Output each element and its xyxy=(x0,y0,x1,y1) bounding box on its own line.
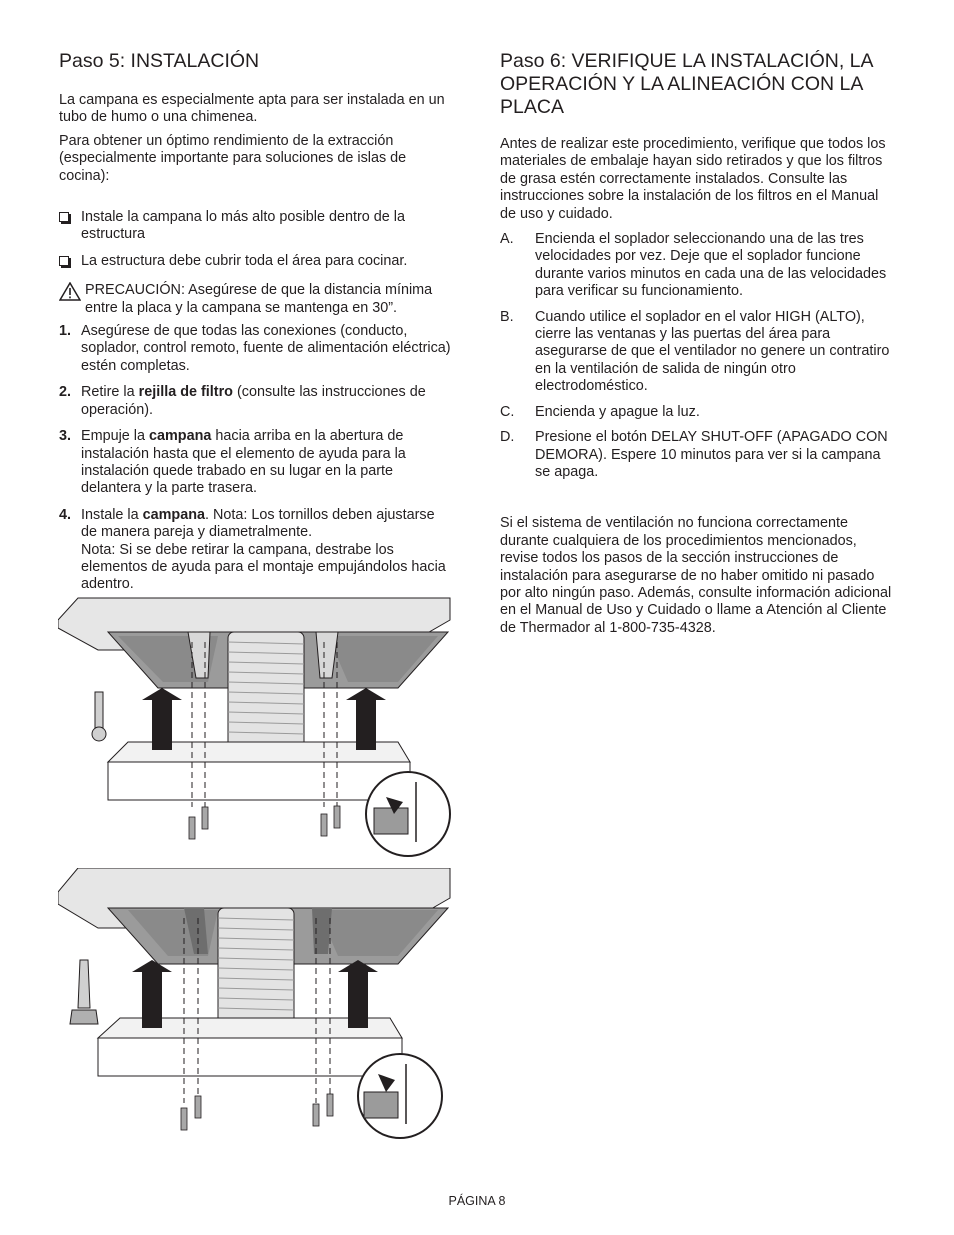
caution-note xyxy=(59,282,454,317)
step-text-bold: campana xyxy=(142,506,205,523)
bullet-text: Instale la campana lo más alto posible dentro de la estructura xyxy=(81,209,405,243)
screw-icon xyxy=(92,692,106,741)
page-number: PÁGINA 8 xyxy=(448,1194,506,1208)
check-item-c xyxy=(500,404,895,421)
step-number: 3. xyxy=(59,428,72,445)
step6-title: Paso 6: VERIFIQUE LA INSTALACIÓN, LA OPERACIÓN Y LA ALINEACIÓN CON LA PLACA xyxy=(500,50,873,118)
step-text-bold: campana xyxy=(149,428,212,445)
step-text-post: (consulte las instrucciones de operación). xyxy=(81,384,426,418)
item-letter: A. xyxy=(500,231,514,248)
detail-callout xyxy=(366,772,450,856)
warning-triangle-icon xyxy=(59,282,81,301)
step-item-1 xyxy=(59,323,454,375)
step-number: 4. xyxy=(59,506,72,523)
left-column xyxy=(59,50,454,603)
checkbox-bullet-icon xyxy=(59,212,69,222)
flexible-duct xyxy=(218,908,294,1032)
item-letter: C. xyxy=(500,403,515,420)
item-text: Presione el botón DELAY SHUT-OFF (APAGADO CON DEMORA). Espere 10 minutos para ver si la campana se apaga. xyxy=(535,429,888,480)
step-4-note: Nota: Si se debe retirar la campana, destrabe los elementos de ayuda para el montaje empujándolos hacia adentro. xyxy=(81,541,446,593)
bullet-item xyxy=(59,253,454,270)
step-text-pre: Retire la xyxy=(81,384,139,401)
closing-paragraph: Si el sistema de ventilación no funciona correctamente durante cualquiera de los procedimientos mencionados, revise todos los pasos de la sección instrucciones de instalación para asegurarse de no haber omitido ni pasado por alto ningún paso. Además, consulte información adicional en el Manual de Uso y Cuidado o llame a Atención al Cliente de Thermador al 1-800-735-4328. xyxy=(500,515,892,636)
checkbox-bullet-icon xyxy=(59,256,69,266)
item-text: Encienda el soplador seleccionando una de las tres velocidades por vez. Deje que el soplador funcione durante varios minutos en cada una de las velocidades para verificar su funcionamiento. xyxy=(535,231,887,300)
step-text-post: hacia arriba en la abertura de instalación hasta que el elemento de ayuda para la instalación quede trabado en su lugar en la parte delantera y la parte trasera. xyxy=(81,428,406,497)
detail-callout xyxy=(358,1054,442,1138)
step-text-bold: rejilla de filtro xyxy=(138,384,233,401)
item-text: Encienda y apague la luz. xyxy=(535,403,700,420)
step-item-3 xyxy=(59,428,454,498)
flexible-duct xyxy=(228,632,304,756)
item-text: Cuando utilice el soplador en el valor HIGH (ALTO), cierre las ventanas y las puertas del área para asegurarse de que el ventilador no genere un contratiro en la ventilación de salida de ningún otro electrodoméstico. xyxy=(535,308,890,395)
installation-figure-2 xyxy=(58,868,458,1168)
step-text: Asegúrese de que todas las conexiones (conducto, soplador, control remoto, fuente de alimentación eléctrica) estén completas. xyxy=(81,323,451,374)
installation-figure-1 xyxy=(58,592,458,862)
right-column xyxy=(500,50,895,643)
item-letter: B. xyxy=(500,308,514,325)
step-number: 1. xyxy=(59,323,72,340)
step5-intro-1: La campana es especialmente apta para ser instalada en un tubo de humo o una chimenea. xyxy=(59,92,445,126)
step-number: 2. xyxy=(59,384,72,401)
caution-text: PRECAUCIÓN: Asegúrese de que la distancia mínima entre la placa y la campana se mantenga en 30”. xyxy=(85,282,433,316)
step-text-pre: Instale la xyxy=(81,506,143,523)
check-item-b xyxy=(500,309,895,396)
bullet-list xyxy=(59,209,454,270)
step-item-4 xyxy=(59,507,454,594)
step-text-post: . Nota: Los tornillos deben ajustarse de manera pareja y diametralmente. xyxy=(81,506,435,541)
item-letter: D. xyxy=(500,429,515,446)
step6-intro: Antes de realizar este procedimiento, verifique que todos los materiales de embalaje hayan sido retirados y que los filtros de grasa estén correctamente instalados. Consulte las instrucciones sobre la instalación de los filtros en el Manual de uso y cuidado. xyxy=(500,136,886,222)
check-item-d xyxy=(500,429,895,481)
step-text-pre: Empuje la xyxy=(81,428,149,445)
check-item-a xyxy=(500,231,895,301)
step5-intro-2: Para obtener un óptimo rendimiento de la extracción (especialmente importante para soluciones de islas de cocina): xyxy=(59,132,407,184)
step-item-2 xyxy=(59,384,454,419)
step5-title: Paso 5: INSTALACIÓN xyxy=(59,50,260,72)
bolt-icon xyxy=(70,960,98,1024)
bullet-item xyxy=(59,209,454,244)
bullet-text: La estructura debe cubrir toda el área para cocinar. xyxy=(81,252,408,269)
